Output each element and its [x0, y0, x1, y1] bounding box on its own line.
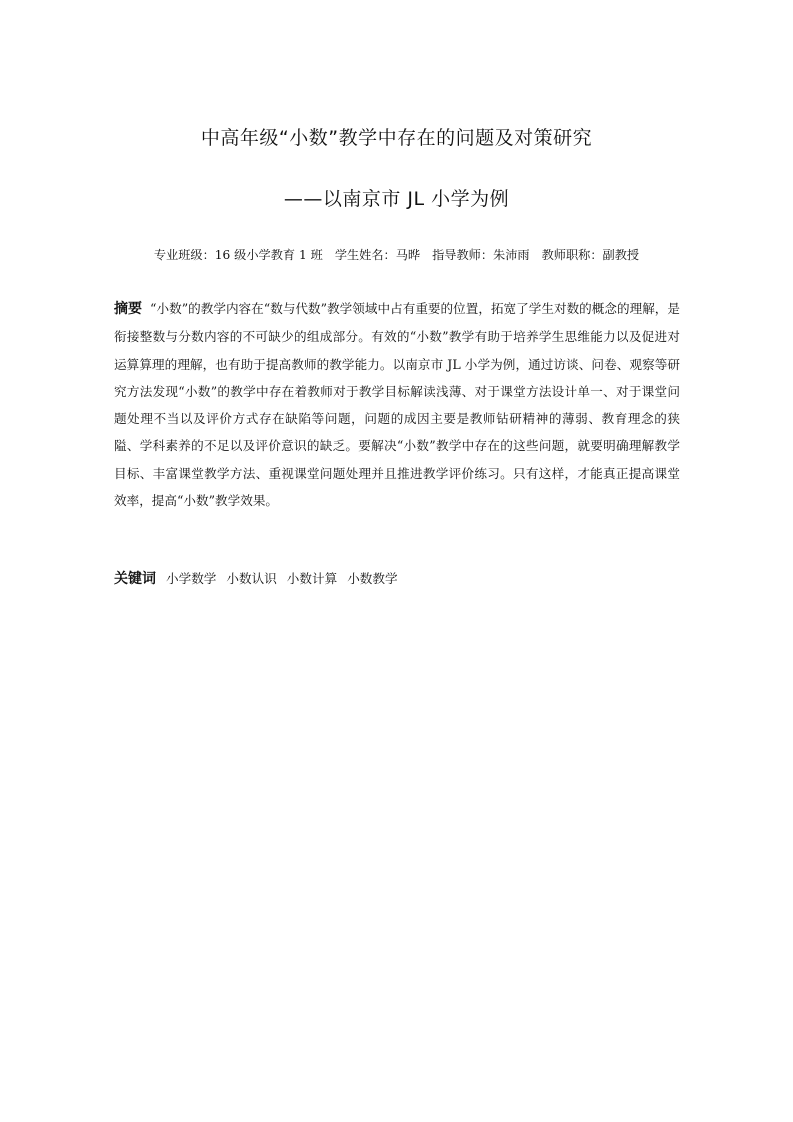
author-info — [0, 246, 793, 264]
document-subtitle: ——以南京市 JL 小学为例 — [283, 188, 510, 210]
abstract-text: “小数”的教学内容在“数与代数”教学领域中占有重要的位置，拓宽了学生对数的概念的理解，是衔接整数与分数内容的不可缺少的组成部分。有效的“小数”教学有助于培养学生思维能力以及促进对运算算理的理解，也有助于提高教师的教学能力。以南京市 JL 小学为例，通过访谈、问卷、观察等研究方法发现“小数”的教学中存在着教师对于教学目标解读浅薄、对于课堂方法设计单一、对于课堂问题处理不当以及评价方式存在缺陷等问题，问题的成因主要是教师钻研精神的薄弱、教育理念的狭隘、学科素养的不足以及评价意识的缺乏。要解决“小数”教学中存在的这些问题，就要明确理解教学目标、丰富课堂教学方法、重视课堂问题处理并且推进教学评价练习。只有这样，才能真正提高课堂效率，提高“小数”教学效果。 — [114, 301, 680, 509]
advisor-name: 指导教师：朱沛雨 — [432, 248, 530, 262]
student-name: 学生姓名：马晔 — [334, 248, 421, 262]
keyword: 小数认识 — [226, 571, 277, 586]
keyword: 小学数学 — [166, 571, 217, 586]
document-title: 中高年级“小数”教学中存在的问题及对策研究 — [200, 127, 593, 149]
keyword: 小数教学 — [347, 571, 398, 586]
keywords-section — [114, 569, 680, 589]
advisor-title: 教师职称：副教授 — [541, 248, 640, 262]
abstract-label: 摘要 — [114, 301, 143, 317]
major-class: 专业班级：16 级小学教育 1 班 — [153, 248, 323, 262]
keywords-label: 关键词 — [114, 571, 156, 587]
keyword: 小数计算 — [286, 571, 338, 586]
abstract-section — [114, 295, 680, 514]
